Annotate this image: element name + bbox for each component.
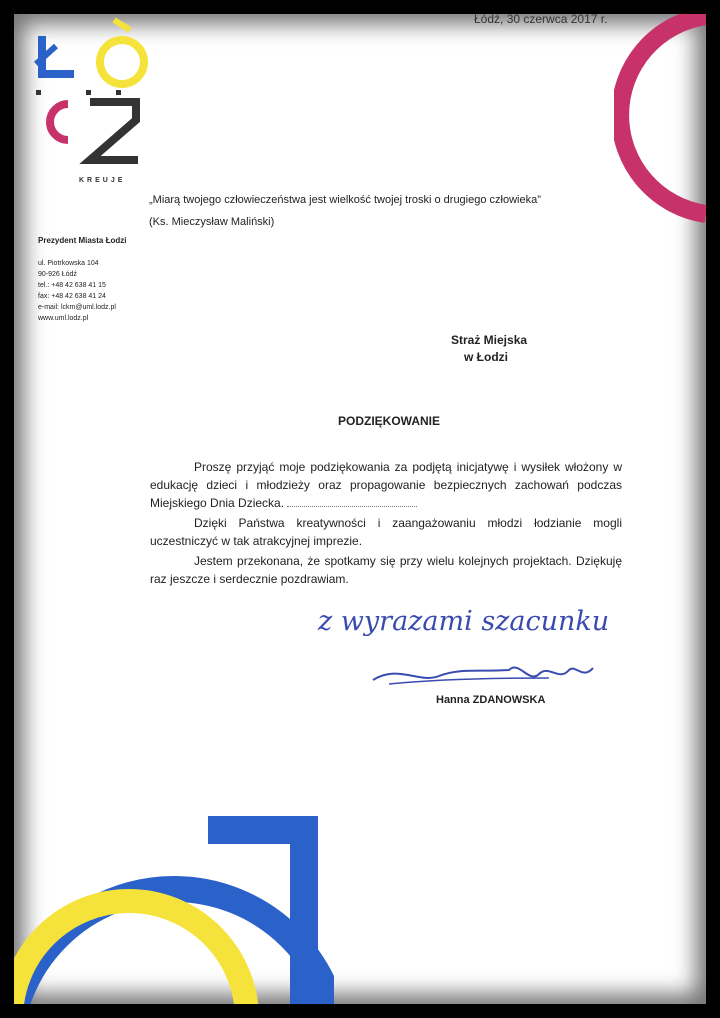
dotted-fill-line xyxy=(287,496,417,507)
paragraph: Proszę przyjąć moje podziękowania za podjętą inicjatywę i wysiłek włożony w edukację dzieci i młodzieży oraz propagowanie bezpiecznych zachowań podczas Miejskiego Dnia Dziecka. xyxy=(150,460,622,510)
letter-page xyxy=(14,14,706,1004)
office-address xyxy=(38,258,116,324)
signatory-name: Hanna ZDANOWSKA xyxy=(436,694,546,706)
signature-graphic xyxy=(369,654,599,694)
paragraph: Jestem przekonana, że spotkamy się przy wielu kolejnych projektach. Dziękuję raz jeszcze i serdecznie pozdrawiam. xyxy=(150,554,622,586)
address-line: ul. Piotrkowska 104 xyxy=(38,260,99,267)
motto-author: (Ks. Mieczysław Maliński) xyxy=(149,216,275,228)
motto-quote: „Miarą twojego człowieczeństwa jest wielkość twojej troski o drugiego człowieka” xyxy=(149,194,541,206)
closing-text: z wyrazami szacunku xyxy=(318,606,610,637)
office-title: Prezydent Miasta Łodzi xyxy=(38,236,127,245)
letter-body xyxy=(150,458,622,590)
letter-title: PODZIĘKOWANIE xyxy=(338,414,441,428)
paragraph: Dzięki Państwa kreatywności i zaangażowaniu młodzi łodzianie mogli uczestniczyć w tak atrakcyjnej imprezie. xyxy=(150,516,622,548)
address-line: e-mail: lckm@uml.lodz.pl xyxy=(38,304,116,311)
address-line: tel.: +48 42 638 41 15 xyxy=(38,282,106,289)
address-line: fax: +48 42 638 41 24 xyxy=(38,293,106,300)
handwritten-closing xyxy=(314,596,664,646)
decorative-magenta-arc xyxy=(614,14,706,234)
logo-tagline: KREUJE xyxy=(79,177,126,184)
recipient-line-1: Straż Miejska xyxy=(451,333,528,347)
letter-date: Łódź, 30 czerwca 2017 r. xyxy=(474,14,608,26)
recipient-line-2: w Łodzi xyxy=(464,350,508,364)
address-line: 90-926 Łódź xyxy=(38,271,77,278)
address-line: www.uml.lodz.pl xyxy=(38,315,89,322)
lodz-logo-icon xyxy=(34,16,154,176)
decorative-bottom-shapes xyxy=(14,804,334,1004)
